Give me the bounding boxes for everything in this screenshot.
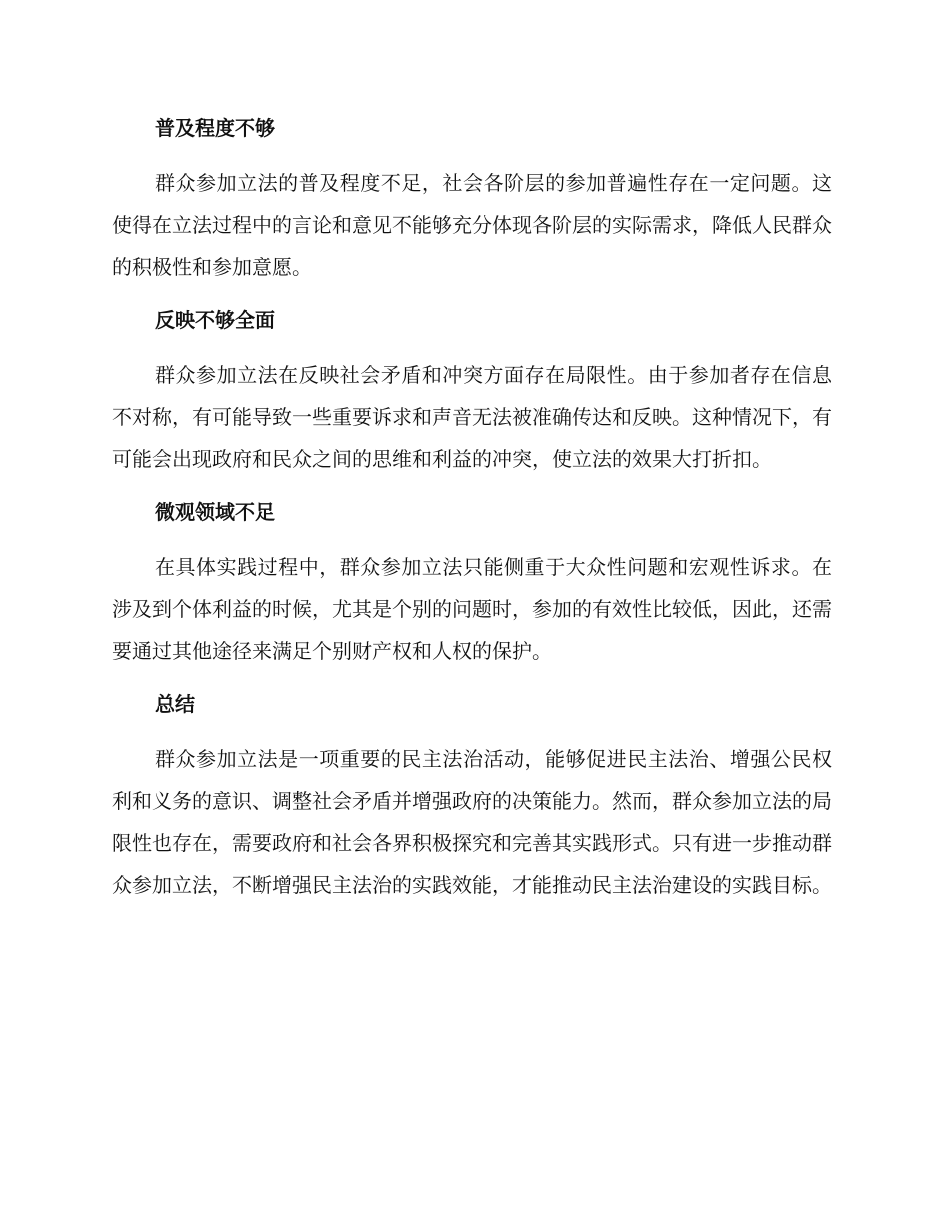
section-heading-micro-domain: 微观领域不足 (155, 500, 275, 524)
section-paragraph-micro-domain: 在具体实践过程中，群众参加立法只能侧重于大众性问题和宏观性诉求。在涉及到个体利益的时候，尤其是个别的问题时，参加的有效性比较低，因此，还需要通过其他途径来满足个别财产权和人权的保护。 (112, 555, 832, 663)
section-heading-popularity: 普及程度不够 (155, 116, 275, 140)
section-heading-reflection: 反映不够全面 (155, 308, 275, 332)
document-body (112, 108, 832, 918)
section-paragraph-popularity: 群众参加立法的普及程度不足，社会各阶层的参加普遍性存在一定问题。这使得在立法过程中的言论和意见不能够充分体现各阶层的实际需求，降低人民群众的积极性和参加意愿。 (112, 171, 832, 279)
section-paragraph-reflection: 群众参加立法在反映社会矛盾和冲突方面存在局限性。由于参加者存在信息不对称，有可能导致一些重要诉求和声音无法被准确传达和反映。这种情况下，有可能会出现政府和民众之间的思维和利益的冲突，使立法的效果大打折扣。 (112, 363, 832, 471)
section-heading-summary: 总结 (155, 692, 195, 716)
section-paragraph-summary: 群众参加立法是一项重要的民主法治活动，能够促进民主法治、增强公民权利和义务的意识、调整社会矛盾并增强政府的决策能力。然而，群众参加立法的局限性也存在，需要政府和社会各界积极探究和完善其实践形式。只有进一步推动群众参加立法，不断增强民主法治的实践效能，才能推动民主法治建设的实践目标。 (112, 747, 832, 897)
